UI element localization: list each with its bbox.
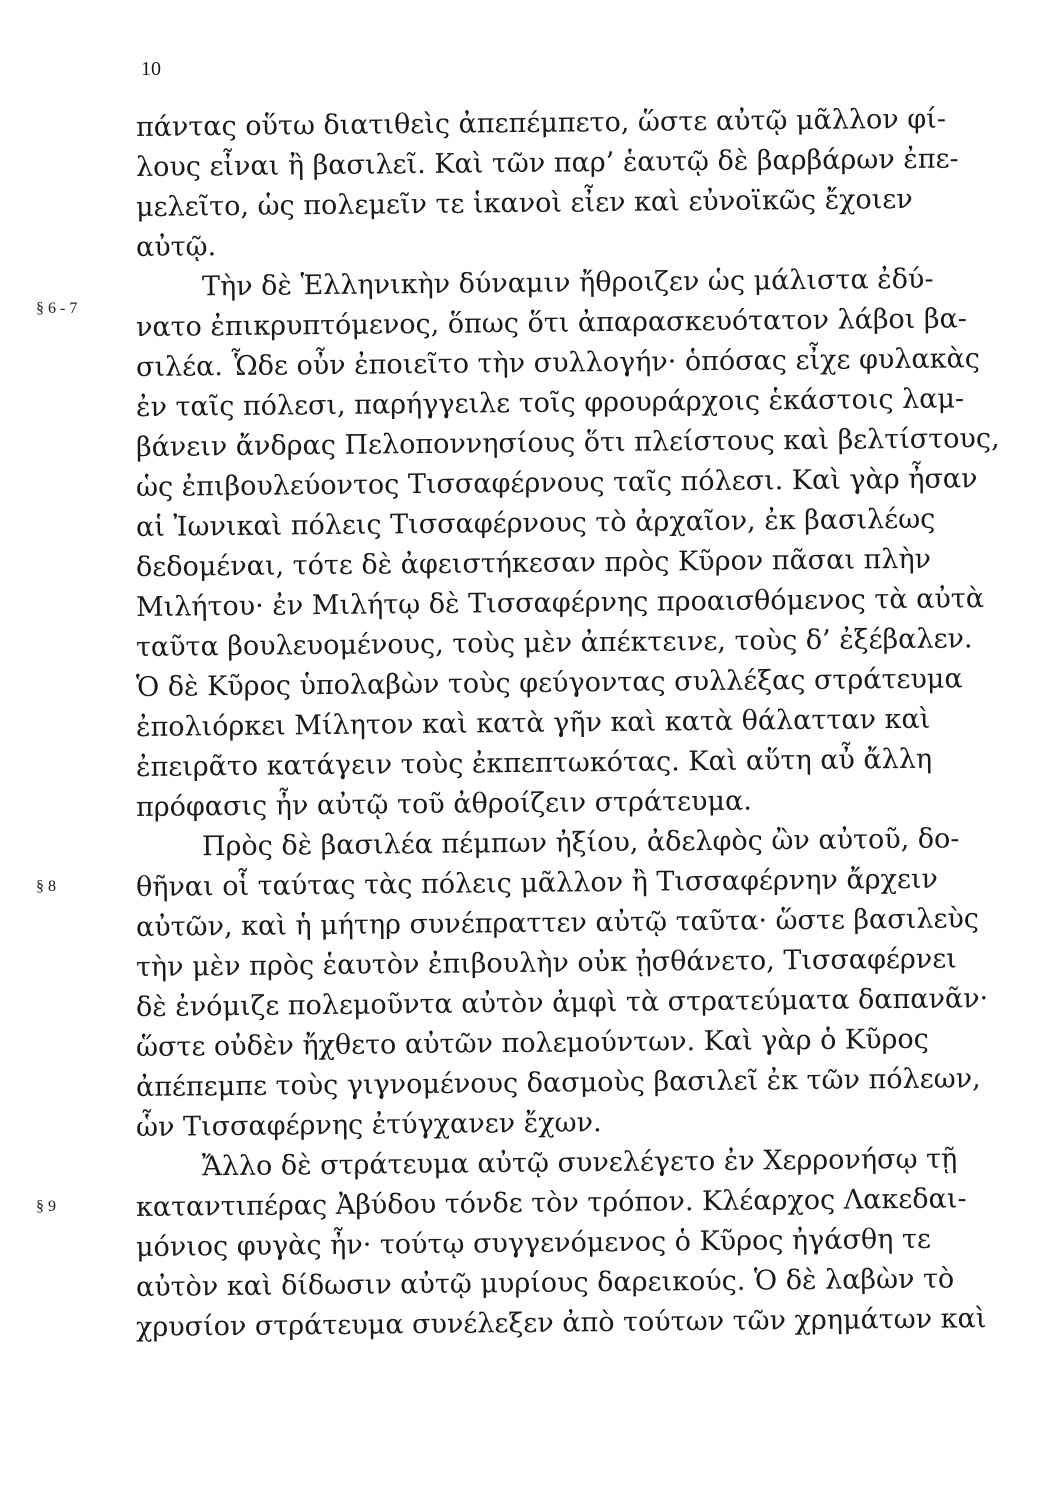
text-line: ἀπέπεμπε τοὺς γιγνομένους δασμοὺς βασιλεῖ ἐκ τῶν πόλεων, — [135, 1063, 981, 1103]
text-line: πρόφασις ἦν αὐτῷ τοῦ ἀθροίζειν στράτευμα. — [135, 785, 752, 823]
text-line: ταῦτα βουλευομένους, τοὺς μὲν ἀπέκτεινε, τοὺς δ’ ἐξέβαλεν. — [135, 623, 973, 663]
text-line: ἐν ταῖς πόλεσι, παρήγγειλε τοῖς φρουράρχοις ἑκάστοις λαμ- — [135, 383, 965, 423]
text-line: μόνιος φυγὰς ἦν· τούτῳ συγγενόμενος ὁ Κῦρος ἠγάσθη τε — [135, 1223, 932, 1263]
text-line: καταντιπέρας Ἀβύδου τόνδε τὸν τρόπον. Κλέαρχος Λακεδαι- — [135, 1183, 967, 1223]
text-line: σιλέα. Ὧδε οὖν ἐποιεῖτο τὴν συλλογήν· ὁπόσας εἶχε φυλακὰς — [135, 343, 981, 383]
section-marker: § 6 - 7 — [36, 300, 78, 317]
text-line: βάνειν ἄνδρας Πελοποννησίους ὅτι πλείστους καὶ βελτίστους, — [135, 422, 1000, 463]
text-line: τὴν μὲν πρὸς ἑαυτὸν ἐπιβουλὴν οὐκ ᾐσθάνετο, Τισσαφέρνει — [135, 943, 957, 983]
text-line: μελεῖτο, ὡς πολεμεῖν τε ἱκανοὶ εἶεν καὶ εὐνοϊκῶς ἔχοιεν — [135, 183, 913, 223]
text-line: πάντας οὕτω διατιθεὶς ἀπεπέμπετο, ὥστε αὐτῷ μᾶλλον φί- — [135, 103, 947, 143]
text-line: ἐπειρᾶτο κατάγειν τοὺς ἐκπεπτωκότας. Καὶ αὕτη αὖ ἄλλη — [135, 743, 933, 783]
text-line: Τὴν δὲ Ἑλληνικὴν δύναμιν ἤθροιζεν ὡς μάλιστα ἐδύ- — [201, 263, 934, 303]
text-line: δὲ ἐνόμιζε πολεμοῦντα αὐτὸν ἀμφὶ τὰ στρατεύματα δαπανᾶν· — [135, 983, 989, 1023]
text-line: θῆναι οἷ ταύτας τὰς πόλεις μᾶλλον ἢ Τισσαφέρνην ἄρχειν — [135, 863, 939, 903]
text-line: αὐτὸν καὶ δίδωσιν αὐτῷ μυρίους δαρεικούς. Ὁ δὲ λαβὼν τὸ — [135, 1263, 955, 1303]
text-line: δεδομέναι, τότε δὲ ἀφειστήκεσαν πρὸς Κῦρον πᾶσαι πλὴν — [135, 543, 932, 583]
text-line: νατο ἐπικρυπτόμενος, ὅπως ὅτι ἀπαρασκευότατον λάβοι βα- — [135, 303, 968, 343]
text-line: ὡς ἐπιβουλεύοντος Τισσαφέρνους ταῖς πόλεσι. Καὶ γὰρ ἦσαν — [135, 463, 978, 503]
page-number: 10 — [141, 58, 161, 80]
section-marker: § 9 — [36, 1198, 56, 1215]
text-line: Μιλήτου· ἐν Μιλήτῳ δὲ Τισσαφέρνης προαισθόμενος τὰ αὐτὰ — [135, 583, 985, 623]
text-line: Ἄλλο δὲ στράτευμα αὐτῷ συνελέγετο ἐν Χερρονήσῳ τῇ — [201, 1143, 958, 1183]
text-line: ἐπολιόρκει Μίλητον καὶ κατὰ γῆν καὶ κατὰ θάλατταν καὶ — [135, 703, 931, 743]
body-text — [135, 103, 1000, 1348]
text-line: λους εἶναι ἢ βασιλεῖ. Καὶ τῶν παρ’ ἑαυτῷ δὲ βαρβάρων ἐπε- — [135, 143, 959, 183]
text-line: αὐτῷ. — [135, 231, 217, 263]
text-line: ὧν Τισσαφέρνης ἐτύγχανεν ἔχων. — [135, 1107, 602, 1143]
text-line: χρυσίον στράτευμα συνέλεξεν ἀπὸ τούτων τῶν χρημάτων καὶ — [135, 1303, 987, 1343]
text-line: αὐτῶν, καὶ ἡ μήτηρ συνέπραττεν αὐτῷ ταῦτα· ὥστε βασιλεὺς — [135, 903, 980, 943]
text-line: αἱ Ἰωνικαὶ πόλεις Τισσαφέρνους τὸ ἀρχαῖον, ἐκ βασιλέως — [135, 503, 936, 543]
text-line: Πρὸς δὲ βασιλέα πέμπων ἠξίου, ἀδελφὸς ὢν αὐτοῦ, δο- — [201, 823, 960, 863]
text-line: ὥστε οὐδὲν ἤχθετο αὐτῶν πολεμούντων. Καὶ γὰρ ὁ Κῦρος — [135, 1023, 929, 1063]
text-line: Ὁ δὲ Κῦρος ὑπολαβὼν τοὺς φεύγοντας συλλέξας στράτευμα — [135, 663, 963, 703]
section-marker: § 8 — [36, 878, 56, 895]
